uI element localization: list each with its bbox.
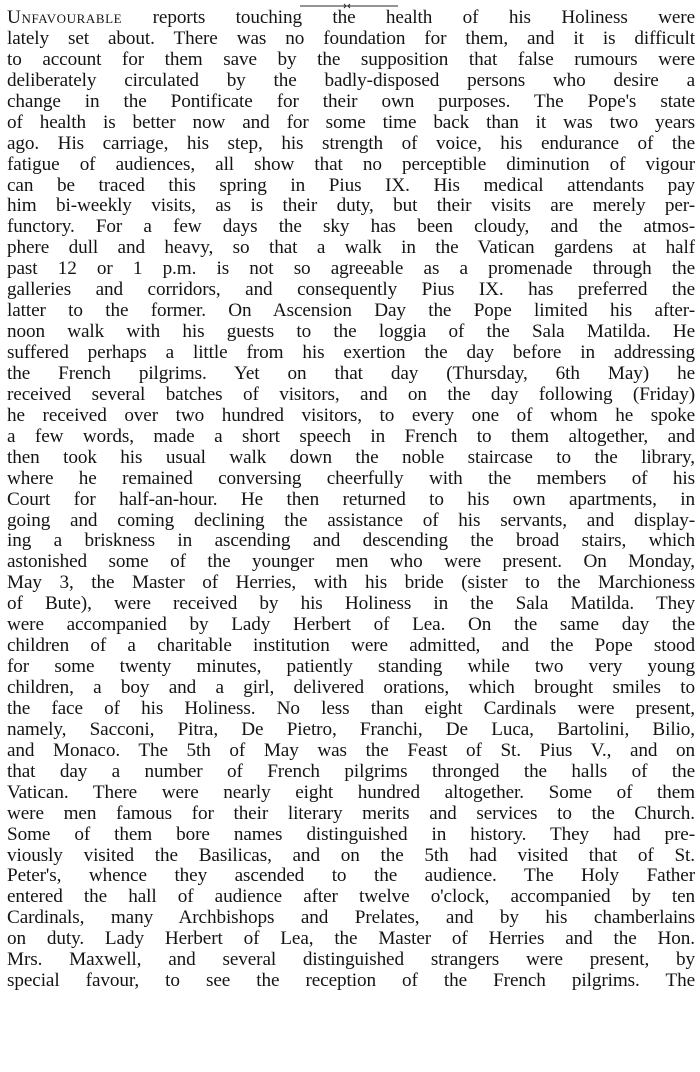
- article-line: Cardinals, many Archbishops and Prelates, and by his chamberlains: [7, 908, 695, 929]
- article-line: phere dull and heavy, so that a walk in the Vatican gardens at half: [7, 238, 695, 259]
- article-line: were accompanied by Lady Herbert of Lea. On the same day the: [7, 615, 695, 636]
- article-line: that day a number of French pilgrims thronged the halls of the: [7, 761, 695, 782]
- article-line: where he remained conversing cheerfully with the members of his: [7, 468, 695, 489]
- article-line: and Monaco. The 5th of May was the Feast of St. Pius V., and on: [7, 740, 695, 761]
- article-line: him bi-weekly visits, as is their duty, but their visits are merely per-: [7, 196, 695, 217]
- article-line: Court for half-an-hour. He then returned to his own apartments, in: [7, 489, 695, 510]
- lead-word: Unfavourable: [7, 8, 123, 28]
- article-line: latter to the former. On Ascension Day the Pope limited his after-: [7, 301, 695, 322]
- article-line: suffered perhaps a little from his exertion the day before in addressing: [7, 343, 695, 363]
- article-line: Vatican. There were nearly eight hundred altogether. Some of them: [7, 782, 695, 803]
- article-line: of Bute), were received by his Holiness in the Sala Matilda. They: [7, 594, 695, 615]
- article-line: going and coming declining the assistance of his servants, and display-: [7, 510, 695, 531]
- article-line: past 12 or 1 p.m. is not so agreeable as a promenade through the: [7, 259, 695, 280]
- article-line: then took his usual walk down the noble staircase to the library,: [7, 447, 695, 468]
- article-line: children, a boy and a girl, delivered orations, which brought smiles to: [7, 678, 695, 698]
- article-line: Mrs. Maxwell, and several distinguished strangers were present, by: [7, 950, 695, 971]
- article-line: functory. For a few days the sky has been cloudy, and the atmos-: [7, 217, 695, 238]
- article-line: change in the Pontificate for their own purposes. The Pope's state: [7, 91, 695, 112]
- article-line: [7, 8, 695, 29]
- article-line: to account for them save by the supposition that false rumours were: [7, 49, 695, 70]
- article-line: were men famous for their literary merits and services to the Church.: [7, 803, 695, 824]
- article-line: he received over two hundred visitors, to every one of whom he spoke: [7, 405, 695, 426]
- article-line: on duty. Lady Herbert of Lea, the Master of Herries and the Hon.: [7, 929, 695, 950]
- article-line: fatigue of audiences, all show that no perceptible diminution of vigour: [7, 154, 695, 175]
- article-line: the French pilgrims. Yet on that day (Thursday, 6th May) he: [7, 363, 695, 384]
- article-line: astonished some of the younger men who were present. On Monday,: [7, 552, 695, 573]
- article-body: [7, 8, 695, 992]
- article-line: galleries and corridors, and consequently Pius IX. has preferred the: [7, 280, 695, 301]
- article-line: ing a briskness in ascending and descending the broad stairs, which: [7, 531, 695, 552]
- article-line: Peter's, whence they ascended to the audience. The Holy Father: [7, 866, 695, 887]
- article-line: for some twenty minutes, patiently standing while two very young: [7, 657, 695, 678]
- article-line: entered the hall of audience after twelve o'clock, accompanied by ten: [7, 887, 695, 908]
- article-line: ago. His carriage, his step, his strength of voice, his endurance of the: [7, 133, 695, 154]
- article-line: can be traced this spring in Pius IX. His medical attendants pay: [7, 175, 695, 196]
- article-line: noon walk with his guests to the loggia of the Sala Matilda. He: [7, 322, 695, 343]
- article-line: deliberately circulated by the badly-disposed persons who desire a: [7, 70, 695, 91]
- article-line: May 3, the Master of Herries, with his bride (sister to the Marchioness: [7, 573, 695, 594]
- article-line: a few words, made a short speech in French to them altogether, and: [7, 426, 695, 447]
- article-line: received several batches of visitors, and on the day following (Friday): [7, 384, 695, 405]
- article-line: lately set about. There was no foundation for them, and it is difficult: [7, 28, 695, 49]
- article-line-text: reports touching the health of his Holiness were: [122, 8, 695, 28]
- article-line: children of a charitable institution were admitted, and the Pope stood: [7, 636, 695, 657]
- article-line: special favour, to see the reception of the French pilgrims. The: [7, 971, 695, 992]
- article-line: viously visited the Basilicas, and on the 5th had visited that of St.: [7, 845, 695, 866]
- article-line: of health is better now and for some time back than it was two years: [7, 112, 695, 133]
- article-line: the face of his Holiness. No less than eight Cardinals were present,: [7, 698, 695, 719]
- article-line: namely, Sacconi, Pitra, De Pietro, Franchi, De Luca, Bartolini, Bilio,: [7, 719, 695, 740]
- article-line: Some of them bore names distinguished in history. They had pre-: [7, 824, 695, 845]
